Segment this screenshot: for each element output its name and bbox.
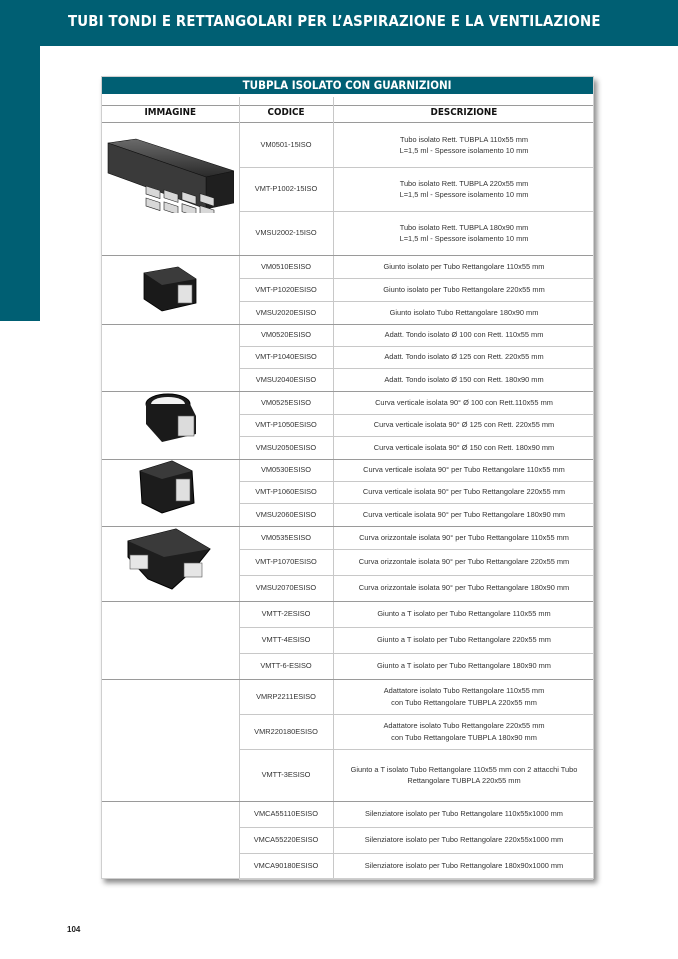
product-code: VMTT-6-ESISO — [260, 661, 312, 671]
code-cell — [239, 301, 333, 324]
code-cell — [239, 575, 333, 601]
description-line: L=1,5 ml - Spessore isolamento 10 mm — [399, 190, 529, 199]
product-code: VMSU2040ESISO — [255, 374, 317, 384]
description-line: Adattatore isolato Tubo Rettangolare 220x55 mm — [383, 721, 545, 731]
description-line: Curva verticale isolata 90° Ø 125 con Rett. 220x55 mm — [373, 420, 555, 430]
description-cell — [333, 653, 595, 679]
product-code: VMCA90180ESISO — [253, 861, 319, 871]
product-code: VMT-P1040ESISO — [255, 352, 317, 362]
description-cell — [333, 301, 595, 324]
round-to-rect-adapter-image — [142, 390, 200, 448]
header-code — [239, 107, 333, 121]
description-line: Giunto a T isolato Tubo Rettangolare 110x55 mm con 2 attacchi Tubo — [350, 764, 578, 774]
description-cell — [333, 167, 595, 211]
description-cell — [333, 481, 595, 503]
description-line: Tubo isolato Rett. TUBPLA 220x55 mm — [399, 178, 529, 188]
description-line: Silenziatore isolato per Tubo Rettangolare 220x55x1000 mm — [364, 835, 564, 845]
row-divider — [239, 879, 593, 880]
product-code: VM0525ESISO — [260, 397, 312, 407]
description-line: Curva verticale isolata 90° per Tubo Rettangolare 110x55 mm — [363, 465, 565, 475]
code-cell — [239, 627, 333, 653]
product-code: VMSU2070ESISO — [255, 583, 317, 593]
table-title — [102, 77, 593, 94]
product-code: VMT-P1050ESISO — [255, 420, 317, 430]
description-cell — [333, 346, 595, 368]
page-header — [0, 0, 678, 46]
table-title-text: TUBPLA ISOLATO CON GUARNIZIONI — [243, 78, 452, 92]
description-line: Curva verticale isolata 90° per Tubo Rettangolare 180x90 mm — [362, 509, 566, 519]
product-code: VMCA55220ESISO — [253, 835, 319, 845]
description-cell — [333, 368, 595, 391]
product-code: VM0501-15ISO — [260, 140, 312, 150]
description-cell — [333, 436, 595, 459]
code-cell — [239, 749, 333, 801]
header-description-text: DESCRIZIONE — [430, 107, 498, 118]
product-code: VMTT-2ESISO — [261, 609, 311, 619]
description-cell — [333, 679, 595, 714]
description-cell — [333, 549, 595, 575]
code-cell — [239, 653, 333, 679]
description-line: L=1,5 ml - Spessore isolamento 10 mm — [399, 234, 529, 243]
product-code: VMSU2050ESISO — [255, 442, 317, 452]
description-line: Silenziatore isolato per Tubo Rettangolare 110x55x1000 mm — [365, 809, 563, 819]
header-code-text: CODICE — [267, 107, 305, 118]
description-line: Curva verticale isolata 90° Ø 150 con Rett. 180x90 mm — [373, 442, 555, 452]
description-cell — [333, 526, 595, 549]
code-cell — [239, 391, 333, 414]
description-line: Curva orizzontale isolata 90° per Tubo Rettangolare 220x55 mm — [358, 557, 570, 567]
description-cell — [333, 503, 595, 526]
code-cell — [239, 526, 333, 549]
description-cell — [333, 278, 595, 301]
description-cell — [333, 714, 595, 749]
product-code: VMRP2211ESISO — [256, 691, 316, 701]
vertical-bend-image — [136, 457, 200, 515]
product-code: VM0510ESISO — [260, 261, 312, 271]
product-table — [101, 76, 594, 879]
product-code: VMR220180ESISO — [254, 726, 318, 736]
code-cell — [239, 278, 333, 301]
code-cell — [239, 714, 333, 749]
description-line: con Tubo Rettangolare TUBPLA 180x90 mm — [391, 732, 537, 742]
description-cell — [333, 575, 595, 601]
header-image — [102, 107, 239, 121]
description-cell — [333, 123, 595, 167]
product-code: VMCA55110ESISO — [254, 809, 318, 819]
description-cell — [333, 827, 595, 853]
code-cell — [239, 459, 333, 481]
product-code: VMT-P1070ESISO — [255, 557, 317, 567]
description-cell — [333, 853, 595, 879]
description-cell — [333, 627, 595, 653]
description-line: Curva verticale isolata 90° Ø 100 con Rett.110x55 mm — [375, 397, 553, 407]
description-cell — [333, 749, 595, 801]
description-cell — [333, 601, 595, 627]
description-line: Giunto a T isolato per Tubo Rettangolare 220x55 mm — [377, 635, 551, 645]
page-number: 104 — [67, 925, 81, 934]
product-code: VMTT-3ESISO — [261, 770, 311, 780]
product-code: VMTT-4ESISO — [261, 635, 311, 645]
code-cell — [239, 827, 333, 853]
description-line: Adatt. Tondo isolato Ø 100 con Rett. 110x55 mm — [384, 330, 544, 340]
product-code: VMSU2060ESISO — [255, 509, 317, 519]
code-cell — [239, 167, 333, 211]
code-cell — [239, 414, 333, 436]
description-cell — [333, 211, 595, 255]
product-code: VMT-P1002-15ISO — [254, 184, 318, 194]
description-line: Giunto isolato per Tubo Rettangolare 220x55 mm — [383, 284, 545, 294]
description-cell — [333, 801, 595, 827]
code-cell — [239, 601, 333, 627]
code-cell — [239, 503, 333, 526]
description-line: Silenziatore isolato per Tubo Rettangolare 180x90x1000 mm — [364, 861, 564, 871]
code-cell — [239, 679, 333, 714]
description-line: Curva orizzontale isolata 90° per Tubo Rettangolare 180x90 mm — [358, 583, 570, 593]
product-code: VM0520ESISO — [260, 330, 312, 340]
rectangular-tube-bundle-image — [106, 137, 234, 213]
header-top-rule — [102, 105, 593, 106]
horizontal-bend-image — [124, 527, 214, 591]
code-cell — [239, 346, 333, 368]
left-accent-band — [0, 46, 40, 321]
code-cell — [239, 123, 333, 167]
product-code: VMSU2002-15ISO — [255, 228, 317, 238]
description-line: Adattatore isolato Tubo Rettangolare 110x55 mm — [383, 686, 545, 696]
description-cell — [333, 414, 595, 436]
code-cell — [239, 436, 333, 459]
description-line: Rettangolare TUBPLA 220x55 mm — [407, 776, 521, 785]
description-line: Tubo isolato Rett. TUBPLA 110x55 mm — [399, 134, 529, 144]
description-line: Giunto isolato per Tubo Rettangolare 110x55 mm — [383, 261, 545, 271]
page-title: TUBI TONDI E RETTANGOLARI PER L’ASPIRAZIONE E LA VENTILAZIONE — [68, 12, 601, 30]
product-code: VMT-P1020ESISO — [255, 284, 317, 294]
code-cell — [239, 324, 333, 346]
header-image-text: IMMAGINE — [144, 107, 197, 118]
description-line: Tubo isolato Rett. TUBPLA 180x90 mm — [399, 222, 529, 232]
code-cell — [239, 853, 333, 879]
description-cell — [333, 255, 595, 278]
code-cell — [239, 368, 333, 391]
description-line: Curva orizzontale isolata 90° per Tubo Rettangolare 110x55 mm — [359, 532, 569, 542]
description-line: L=1,5 ml - Spessore isolamento 10 mm — [399, 146, 529, 155]
code-cell — [239, 549, 333, 575]
code-cell — [239, 801, 333, 827]
description-line: Giunto a T isolato per Tubo Rettangolare 110x55 mm — [377, 609, 551, 619]
code-cell — [239, 211, 333, 255]
description-line: Curva verticale isolata 90° per Tubo Rettangolare 220x55 mm — [362, 487, 566, 497]
code-cell — [239, 481, 333, 503]
description-line: Giunto isolato Tubo Rettangolare 180x90 mm — [389, 307, 539, 317]
description-cell — [333, 391, 595, 414]
description-line: Adatt. Tondo isolato Ø 150 con Rett. 180x90 mm — [384, 374, 544, 384]
product-code: VMSU2020ESISO — [255, 307, 317, 317]
code-cell — [239, 255, 333, 278]
product-code: VMT-P1060ESISO — [255, 487, 317, 497]
description-cell — [333, 459, 595, 481]
header-description — [333, 107, 595, 121]
description-cell — [333, 324, 595, 346]
product-code: VM0535ESISO — [260, 532, 312, 542]
description-line: con Tubo Rettangolare TUBPLA 220x55 mm — [391, 697, 537, 707]
insulated-joint-image — [138, 263, 200, 313]
description-line: Adatt. Tondo isolato Ø 125 con Rett. 220x55 mm — [384, 352, 544, 362]
description-line: Giunto a T isolato per Tubo Rettangolare 180x90 mm — [377, 661, 551, 671]
product-code: VM0530ESISO — [260, 465, 312, 475]
